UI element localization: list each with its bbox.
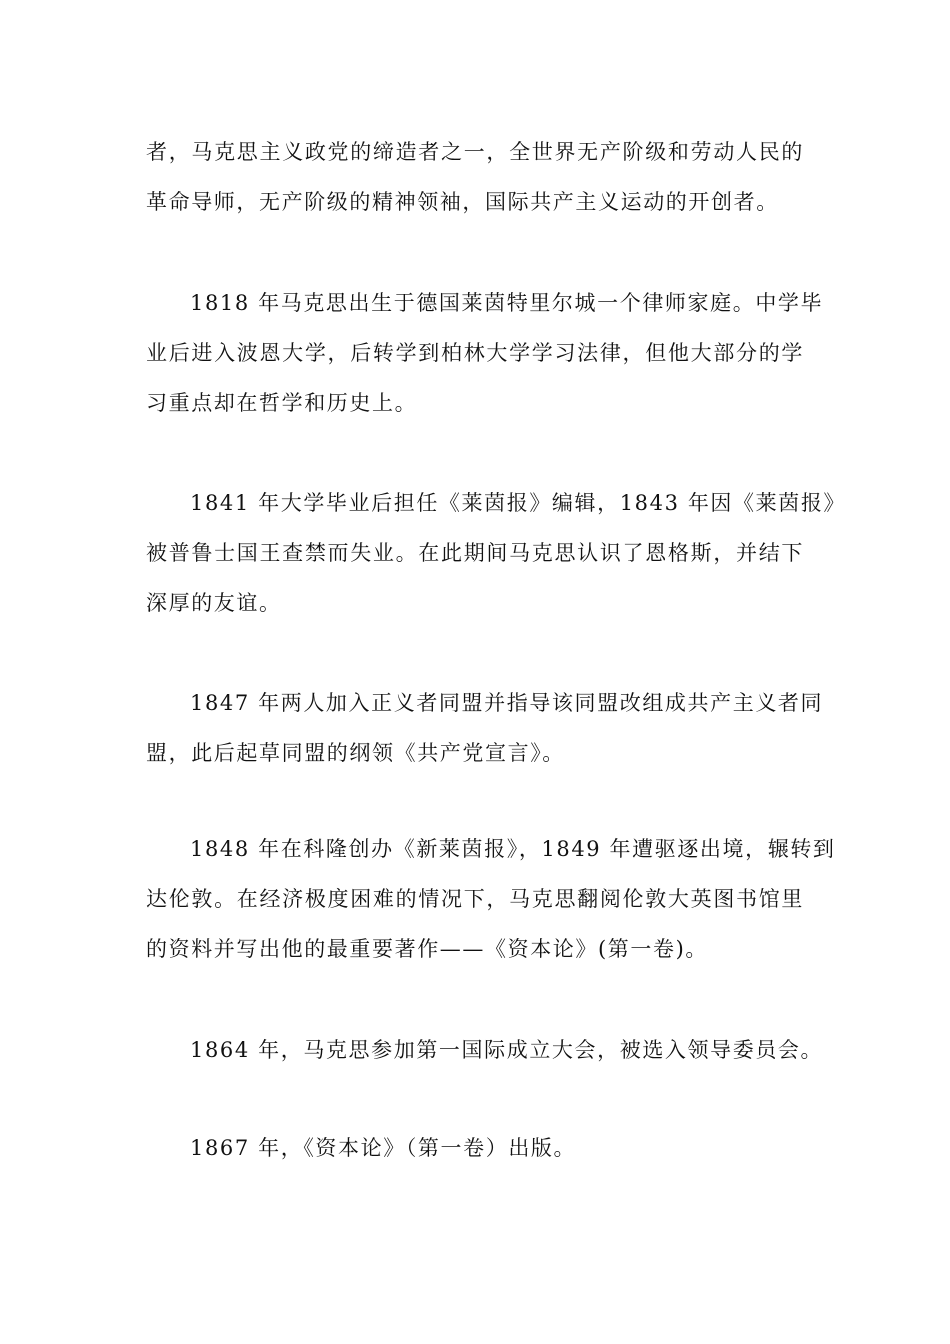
paragraph-line: 1818 年马克思出生于德国莱茵特里尔城一个律师家庭。中学毕: [190, 291, 824, 315]
paragraph-line: 1847 年两人加入正义者同盟并指导该同盟改组成共产主义者同: [190, 691, 824, 715]
paragraph-line: 1867 年，《资本论》（第一卷）出版。: [190, 1136, 577, 1160]
paragraph-line: 达伦敦。在经济极度困难的情况下，马克思翻阅伦敦大英图书馆里: [146, 887, 804, 911]
paragraph-line: 1841 年大学毕业后担任《莱茵报》编辑，1843 年因《莱茵报》: [190, 491, 847, 515]
paragraph-line: 被普鲁士国王查禁而失业。在此期间马克思认识了恩格斯，并结下: [146, 541, 804, 565]
paragraph-line: 业后进入波恩大学，后转学到柏林大学学习法律，但他大部分的学: [146, 341, 804, 365]
paragraph-line: 盟，此后起草同盟的纲领《共产党宣言》。: [146, 741, 565, 765]
paragraph-line: 革命导师，无产阶级的精神领袖，国际共产主义运动的开创者。: [146, 190, 779, 214]
paragraph-line: 1864 年，马克思参加第一国际成立大会，被选入领导委员会。: [190, 1038, 824, 1062]
paragraph-line: 的资料并写出他的最重要著作——《资本论》(第一卷)。: [146, 937, 708, 961]
paragraph-line: 者，马克思主义政党的缔造者之一，全世界无产阶级和劳动人民的: [146, 140, 804, 164]
paragraph-line: 深厚的友谊。: [146, 591, 282, 615]
paragraph-line: 1848 年在科隆创办《新莱茵报》，1849 年遭驱逐出境，辗转到: [190, 837, 836, 861]
paragraph-line: 习重点却在哲学和历史上。: [146, 391, 418, 415]
